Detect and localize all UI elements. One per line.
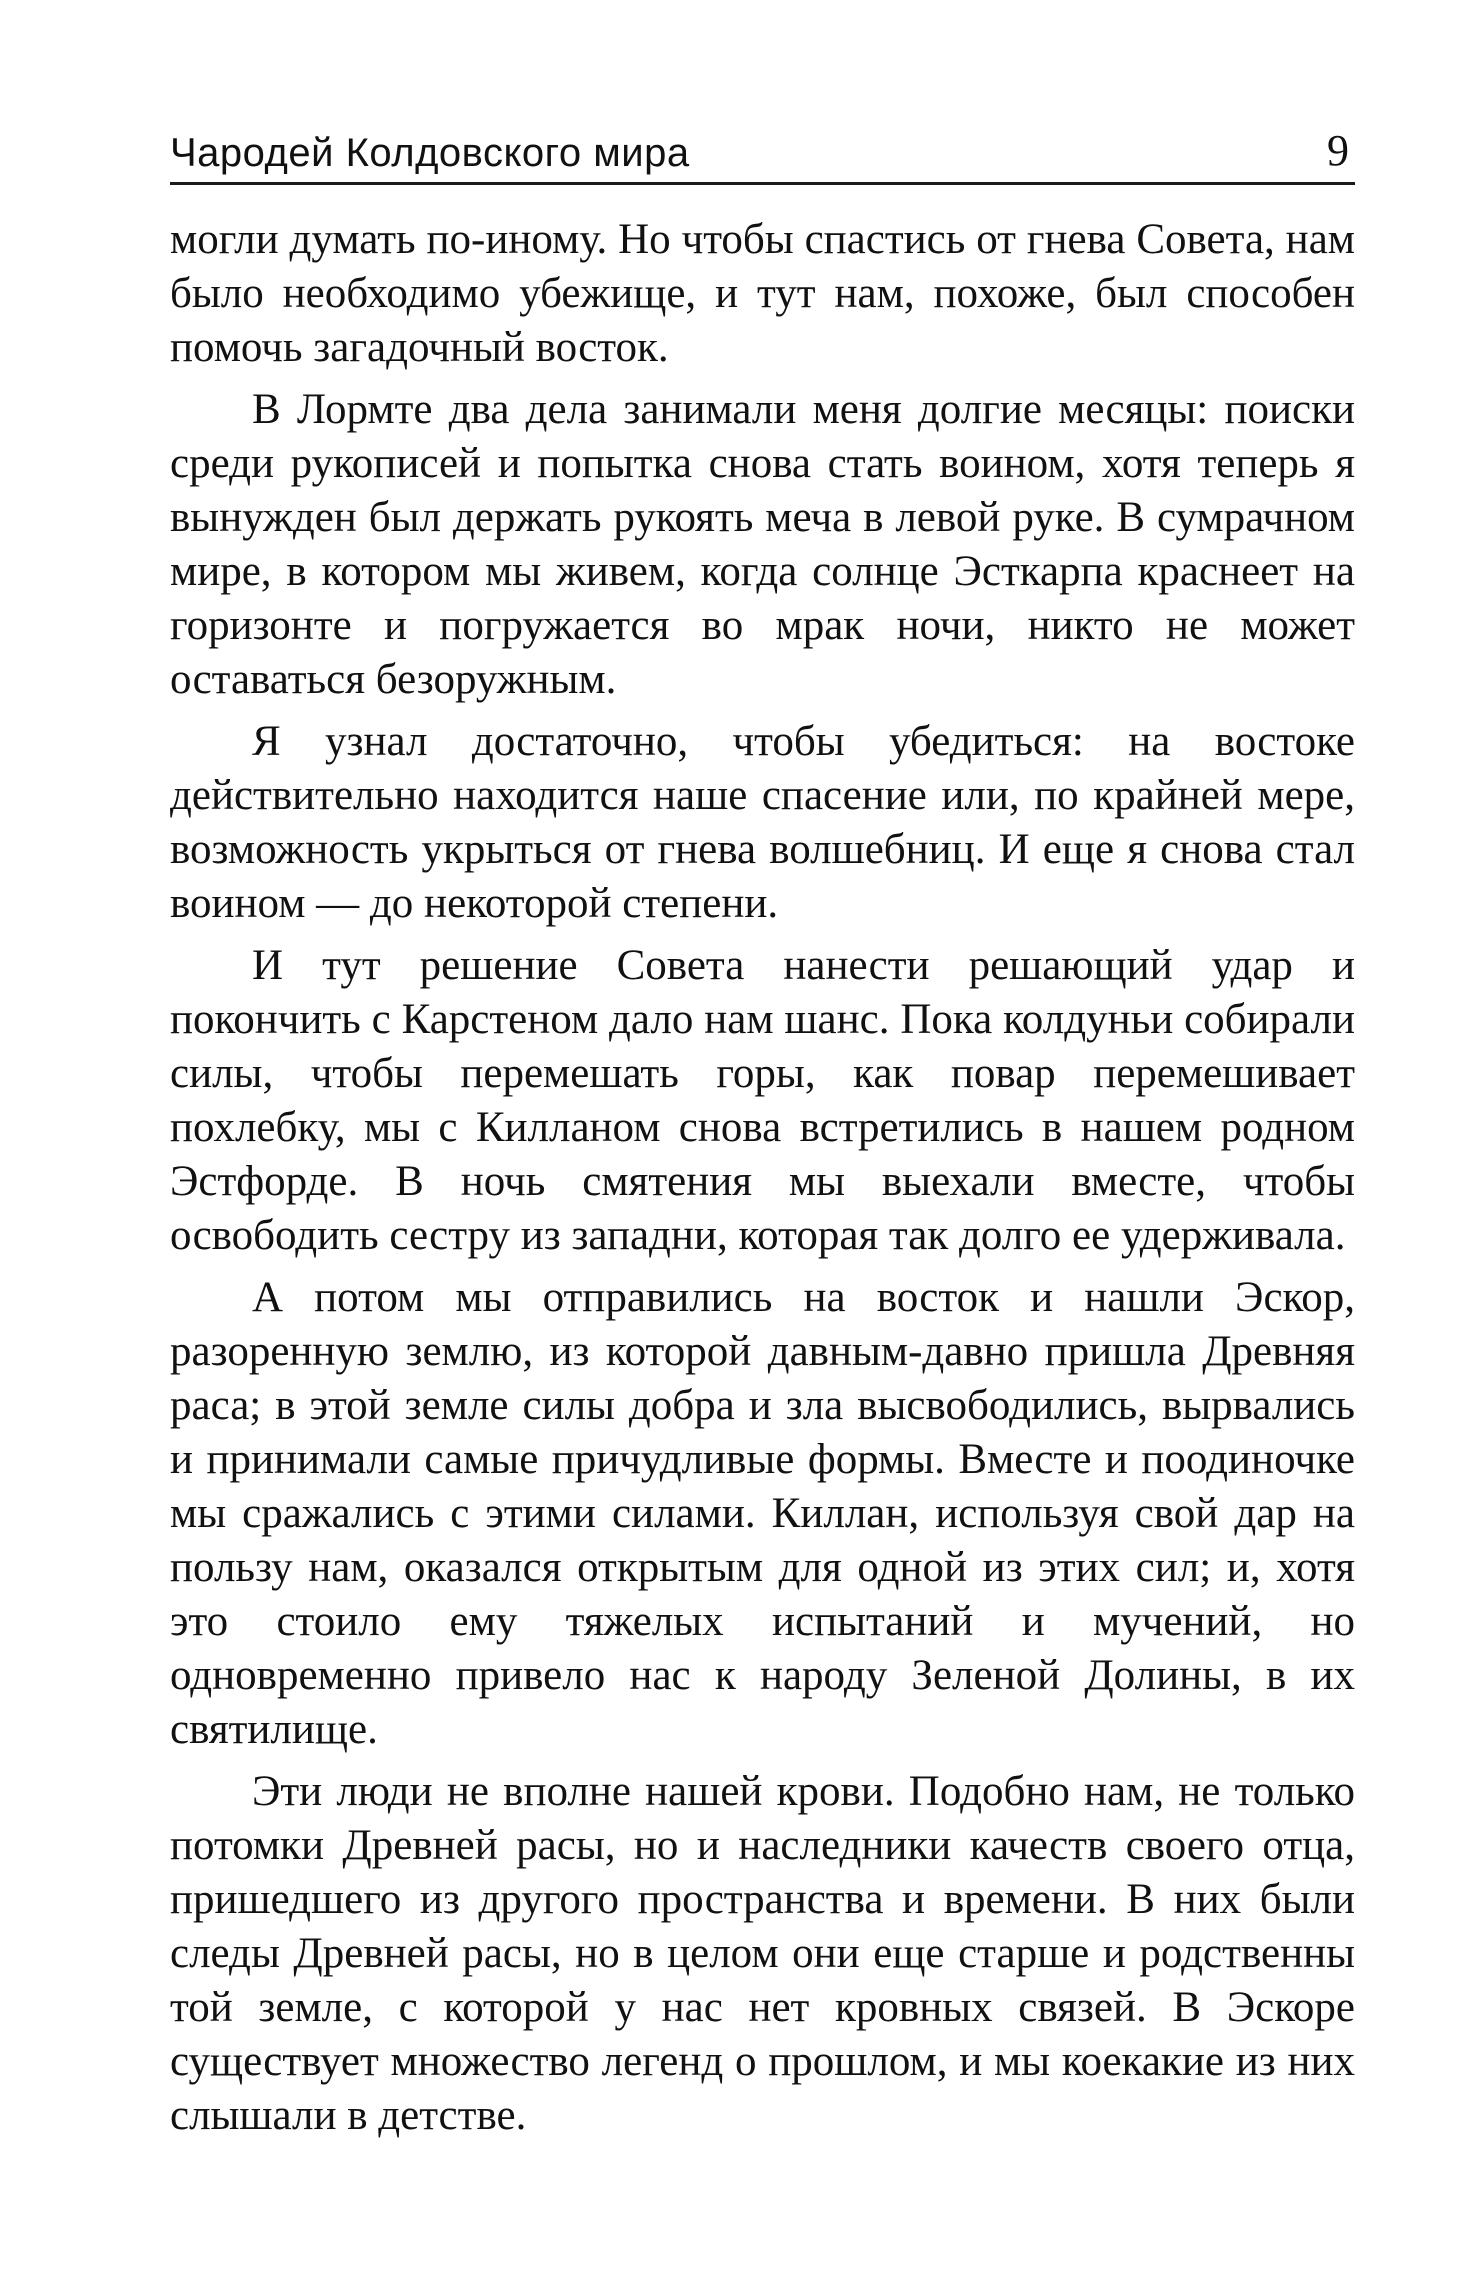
page-number: 9: [1327, 126, 1349, 175]
paragraph: В Лормте два дела занимали меня долгие месяцы: поиски среди рукописей и попытка снова стать воином, хотя теперь я вынужден был держать рукоять меча в левой руке. В сумрачном мире, в котором мы живем, когда солнце Эсткарпа краснеет на горизонте и погружается во мрак ночи, никто не может оставаться безоружным.: [170, 386, 1355, 703]
body-text: [170, 213, 1355, 2143]
paragraph: И тут решение Совета нанести решающий удар и покончить с Карстеном дало нам шанс. Пока колдуньи собирали силы, чтобы перемешать горы, как повар перемешивает похлебку, мы с Килланом снова встретились в нашем родном Эстфорде. В ночь смятения мы выехали вместе, чтобы освободить сестру из западни, которая так долго ее удерживала.: [170, 942, 1355, 1259]
paragraph: Я узнал достаточно, чтобы убедиться: на востоке действительно находится наше спасение или, по крайней мере, возможность укрыться от гнева волшебниц. И еще я снова стал воином — до некоторой степени.: [170, 718, 1355, 927]
running-title: Чародей Колдовского мира: [170, 131, 690, 175]
paragraph: могли думать по-иному. Но чтобы спастись от гнева Совета, нам было необходимо убежище, и тут нам, похоже, был способен помочь загадочный восток.: [170, 216, 1355, 371]
running-head: [170, 120, 1355, 185]
paragraph: Эти люди не вполне нашей крови. Подобно нам, не только потомки Древней расы, но и наследники качеств своего отца, пришедшего из другого пространства и времени. В них были следы Древней расы, но в целом они еще старше и родственны той земле, с которой у нас нет кровных связей. В Эскоре существует множество легенд о прошлом, и мы коекакие из них слышали в детстве.: [170, 1768, 1355, 2139]
book-page: [170, 120, 1355, 2240]
paragraph: А потом мы отправились на восток и нашли Эскор, разоренную землю, из которой давным-давно пришла Древняя раса; в этой земле силы добра и зла высвободились, вырвались и принимали самые причудливые формы. Вместе и поодиночке мы сражались с этими силами. Киллан, используя свой дар на пользу нам, оказался открытым для одной из этих сил; и, хотя это стоило ему тяжелых испытаний и мучений, но одновременно привело нас к народу Зеленой Долины, в их святилище.: [170, 1274, 1355, 1753]
